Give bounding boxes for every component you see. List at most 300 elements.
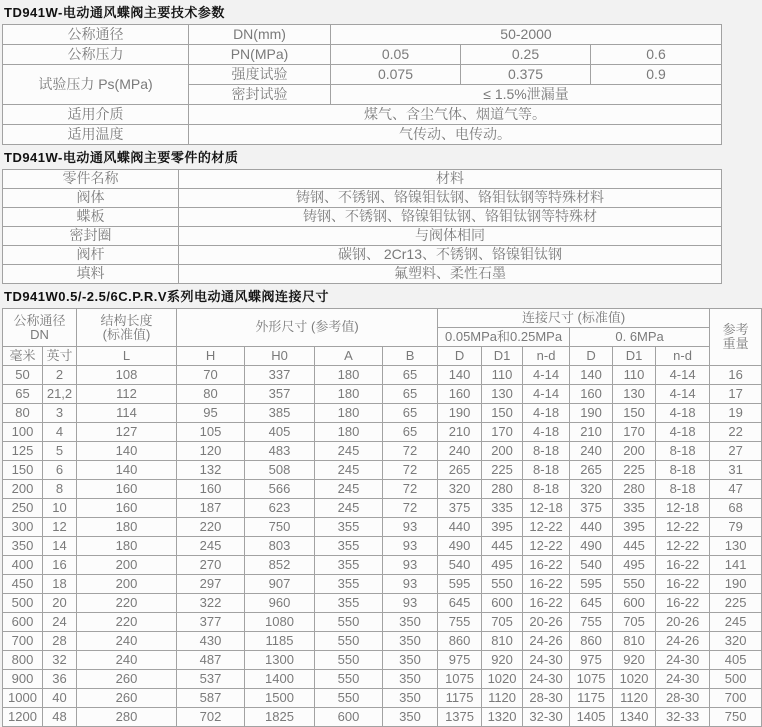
spec-value: 气传动、电传动。: [189, 125, 722, 145]
cell: 187: [177, 499, 245, 518]
cell: 4-14: [523, 385, 570, 404]
spec-sublabel: DN(mm): [189, 25, 331, 45]
cell: 337: [245, 366, 315, 385]
spec-label: 公称压力: [3, 45, 189, 65]
cell: 4-14: [656, 385, 710, 404]
table-row: [3, 575, 762, 594]
header-cell-unit: D: [570, 347, 613, 366]
cell: 79: [710, 518, 762, 537]
cell: 24-26: [523, 632, 570, 651]
cell: 24-26: [656, 632, 710, 651]
cell: 320: [570, 480, 613, 499]
cell: 860: [438, 632, 482, 651]
cell: 800: [3, 651, 43, 670]
cell: 70: [177, 366, 245, 385]
cell: 355: [315, 594, 383, 613]
cell: 阀体: [3, 189, 179, 208]
cell: 440: [438, 518, 482, 537]
cell: 810: [482, 632, 523, 651]
cell: 537: [177, 670, 245, 689]
cell: 405: [710, 651, 762, 670]
cell: 335: [613, 499, 656, 518]
cell: 填料: [3, 265, 179, 284]
cell: 170: [482, 423, 523, 442]
table-row: [3, 265, 722, 284]
table-row: [3, 632, 762, 651]
cell: 1175: [438, 689, 482, 708]
cell: 与阀体相同: [179, 227, 722, 246]
cell: 550: [315, 651, 383, 670]
cell: 220: [177, 518, 245, 537]
cell: 4-18: [656, 423, 710, 442]
cell: 16-22: [656, 575, 710, 594]
cell: 8-18: [523, 442, 570, 461]
cell: 141: [710, 556, 762, 575]
cell: 1825: [245, 708, 315, 727]
cell: 595: [438, 575, 482, 594]
table-row: [3, 537, 762, 556]
cell: 1200: [3, 708, 43, 727]
cell: 14: [43, 537, 77, 556]
cell: 140: [77, 461, 177, 480]
cell: 495: [482, 556, 523, 575]
cell: 960: [245, 594, 315, 613]
cell: 395: [482, 518, 523, 537]
table-row: [3, 25, 722, 45]
cell: 8: [43, 480, 77, 499]
cell: 975: [438, 651, 482, 670]
cell: 500: [3, 594, 43, 613]
cell: 600: [613, 594, 656, 613]
cell: 600: [3, 613, 43, 632]
table-row: [3, 45, 722, 65]
spec-value: 0.375: [461, 65, 591, 85]
cell: 245: [315, 442, 383, 461]
cell: 24-30: [656, 670, 710, 689]
cell: 1000: [3, 689, 43, 708]
cell: 540: [438, 556, 482, 575]
cell: 12-22: [656, 537, 710, 556]
cell: 100: [3, 423, 43, 442]
cell: 1175: [570, 689, 613, 708]
cell: 180: [315, 404, 383, 423]
cell: 355: [315, 575, 383, 594]
table-row: [3, 246, 722, 265]
cell: 220: [77, 594, 177, 613]
spec-value: ≤ 1.5%泄漏量: [331, 85, 722, 105]
cell: 750: [710, 708, 762, 727]
cell: 32: [43, 651, 77, 670]
cell: 65: [383, 366, 438, 385]
header-cell-dn: 公称通径 DN: [3, 309, 77, 347]
cell: 245: [177, 537, 245, 556]
cell: 487: [177, 651, 245, 670]
cell: 120: [177, 442, 245, 461]
cell: 852: [245, 556, 315, 575]
table-row: [3, 442, 762, 461]
cell: 180: [315, 366, 383, 385]
cell: 4: [43, 423, 77, 442]
cell: 200: [77, 575, 177, 594]
header-cell-connection: 连接尺寸 (标准值): [438, 309, 710, 328]
cell: 483: [245, 442, 315, 461]
cell: 80: [3, 404, 43, 423]
cell: 8-18: [523, 480, 570, 499]
cell: 495: [613, 556, 656, 575]
table-row: [3, 708, 762, 727]
cell: 47: [710, 480, 762, 499]
cell: 440: [570, 518, 613, 537]
cell: 1020: [613, 670, 656, 689]
cell: 180: [77, 518, 177, 537]
cell: 1500: [245, 689, 315, 708]
cell: 445: [613, 537, 656, 556]
cell: 铸钢、不锈钢、铬镍钼钛钢、铬钼钛钢等特殊材: [179, 208, 722, 227]
header-cell-unit: n-d: [523, 347, 570, 366]
cell: 93: [383, 556, 438, 575]
header-cell-length: 结构长度 (标准值): [77, 309, 177, 347]
cell: 72: [383, 461, 438, 480]
cell: 1375: [438, 708, 482, 727]
cell: 180: [77, 537, 177, 556]
header-cell: 零件名称: [3, 170, 179, 189]
cell: 130: [482, 385, 523, 404]
cell: 1020: [482, 670, 523, 689]
cell: 1185: [245, 632, 315, 651]
cell: 355: [315, 537, 383, 556]
cell: 240: [77, 632, 177, 651]
cell: 12: [43, 518, 77, 537]
cell: 108: [77, 366, 177, 385]
cell: 110: [613, 366, 656, 385]
cell: 1120: [482, 689, 523, 708]
table-row: [3, 366, 762, 385]
cell: 550: [315, 670, 383, 689]
table-row: [3, 651, 762, 670]
cell: 140: [438, 366, 482, 385]
cell: 130: [710, 537, 762, 556]
cell: 150: [482, 404, 523, 423]
spec-value: 0.9: [591, 65, 722, 85]
cell: 80: [177, 385, 245, 404]
cell: 1320: [482, 708, 523, 727]
cell: 110: [482, 366, 523, 385]
cell: 250: [3, 499, 43, 518]
cell: 65: [383, 385, 438, 404]
section2-title: TD941W-电动通风蝶阀主要零件的材质: [4, 150, 239, 165]
spec-value: 煤气、含尘气体、烟道气等。: [189, 105, 722, 125]
cell: 4-14: [523, 366, 570, 385]
cell: 700: [3, 632, 43, 651]
section3-title: TD941W0.5/-2.5/6C.P.R.V系列电动通风蝶阀连接尺寸: [4, 289, 329, 304]
table-row: [3, 208, 722, 227]
table-row: [3, 227, 722, 246]
spec-value: 0.25: [461, 45, 591, 65]
table-row: [3, 105, 722, 125]
header-cell-unit: L: [77, 347, 177, 366]
cell: 18: [43, 575, 77, 594]
cell: 93: [383, 518, 438, 537]
cell: 31: [710, 461, 762, 480]
header-cell-unit: D1: [482, 347, 523, 366]
cell: 508: [245, 461, 315, 480]
cell: 705: [482, 613, 523, 632]
cell: 210: [438, 423, 482, 442]
cell: 245: [315, 499, 383, 518]
cell: 140: [77, 442, 177, 461]
materials-table: [2, 169, 722, 284]
cell: 12-18: [656, 499, 710, 518]
table-row: [3, 404, 762, 423]
cell: 22: [710, 423, 762, 442]
cell: 16-22: [523, 556, 570, 575]
table-row: [3, 65, 722, 85]
cell: 12-22: [523, 537, 570, 556]
spec-sublabel: PN(MPa): [189, 45, 331, 65]
cell: 320: [710, 632, 762, 651]
cell: 357: [245, 385, 315, 404]
cell: 16-22: [656, 594, 710, 613]
cell: 114: [77, 404, 177, 423]
cell: 645: [570, 594, 613, 613]
table-row: [3, 613, 762, 632]
cell: 600: [482, 594, 523, 613]
cell: 93: [383, 537, 438, 556]
cell: 350: [383, 651, 438, 670]
cell: 705: [613, 613, 656, 632]
table-row: [3, 518, 762, 537]
cell: 32-33: [656, 708, 710, 727]
cell: 395: [613, 518, 656, 537]
header-cell-pressure-high: 0. 6MPa: [570, 328, 710, 347]
cell: 16-22: [523, 575, 570, 594]
cell: 5: [43, 442, 77, 461]
cell: 280: [482, 480, 523, 499]
cell: 21,2: [43, 385, 77, 404]
header-cell-unit: D1: [613, 347, 656, 366]
cell: 300: [3, 518, 43, 537]
cell: 180: [315, 423, 383, 442]
cell: 245: [710, 613, 762, 632]
dimensions-table: [2, 308, 762, 727]
cell: 200: [3, 480, 43, 499]
table-row: [3, 670, 762, 689]
table-header-row: [3, 170, 722, 189]
cell: 540: [570, 556, 613, 575]
cell: 445: [482, 537, 523, 556]
spec-table: [2, 24, 722, 145]
spec-value: 0.075: [331, 65, 461, 85]
cell: 702: [177, 708, 245, 727]
cell: 355: [315, 556, 383, 575]
cell: 225: [710, 594, 762, 613]
cell: 氟塑料、柔性石墨: [179, 265, 722, 284]
header-cell-unit: H: [177, 347, 245, 366]
cell: 450: [3, 575, 43, 594]
cell: 225: [482, 461, 523, 480]
table-row: [3, 423, 762, 442]
cell: 碳钢、 2Cr13、不锈钢、铬镍钼钛钢: [179, 246, 722, 265]
cell: 65: [383, 423, 438, 442]
cell: 10: [43, 499, 77, 518]
cell: 12-18: [523, 499, 570, 518]
cell: 550: [613, 575, 656, 594]
cell: 245: [315, 461, 383, 480]
cell: 4-14: [656, 366, 710, 385]
table-row: [3, 480, 762, 499]
header-cell-dims: 外形尺寸 (参考值): [177, 309, 438, 347]
spec-sublabel: 强度试验: [189, 65, 331, 85]
cell: 72: [383, 499, 438, 518]
cell: 350: [383, 670, 438, 689]
cell: 4-18: [523, 423, 570, 442]
cell: 1080: [245, 613, 315, 632]
cell: 755: [438, 613, 482, 632]
cell: 95: [177, 404, 245, 423]
cell: 4-18: [523, 404, 570, 423]
cell: 127: [77, 423, 177, 442]
cell: 375: [438, 499, 482, 518]
cell: 20: [43, 594, 77, 613]
cell: 500: [710, 670, 762, 689]
cell: 20-26: [656, 613, 710, 632]
cell: 72: [383, 480, 438, 499]
cell: 210: [570, 423, 613, 442]
cell: 16-22: [656, 556, 710, 575]
cell: 320: [438, 480, 482, 499]
cell: 68: [710, 499, 762, 518]
cell: 150: [613, 404, 656, 423]
cell: 24-30: [523, 670, 570, 689]
table-row: [3, 689, 762, 708]
cell: 20-26: [523, 613, 570, 632]
spec-label: 适用温度: [3, 125, 189, 145]
cell: 245: [315, 480, 383, 499]
cell: 220: [77, 613, 177, 632]
cell: 350: [383, 613, 438, 632]
cell: 803: [245, 537, 315, 556]
header-cell-unit: H0: [245, 347, 315, 366]
cell: 93: [383, 594, 438, 613]
header-cell-pressure-low: 0.05MPa和0.25MPa: [438, 328, 570, 347]
cell: 600: [315, 708, 383, 727]
cell: 65: [383, 404, 438, 423]
cell: 48: [43, 708, 77, 727]
cell: 36: [43, 670, 77, 689]
cell: 19: [710, 404, 762, 423]
cell: 105: [177, 423, 245, 442]
cell: 200: [482, 442, 523, 461]
cell: 550: [482, 575, 523, 594]
cell: 280: [77, 708, 177, 727]
cell: 1075: [570, 670, 613, 689]
cell: 240: [438, 442, 482, 461]
cell: 550: [315, 632, 383, 651]
cell: 3: [43, 404, 77, 423]
cell: 430: [177, 632, 245, 651]
cell: 32-30: [523, 708, 570, 727]
spec-value: 0.05: [331, 45, 461, 65]
cell: 132: [177, 461, 245, 480]
table-row: [3, 189, 722, 208]
cell: 160: [77, 499, 177, 518]
cell: 190: [570, 404, 613, 423]
cell: 28-30: [656, 689, 710, 708]
cell: 160: [570, 385, 613, 404]
cell: 490: [570, 537, 613, 556]
table-row: [3, 594, 762, 613]
cell: 385: [245, 404, 315, 423]
cell: 28-30: [523, 689, 570, 708]
cell: 260: [77, 670, 177, 689]
table-header-row: [3, 309, 762, 328]
spec-sublabel: 密封试验: [189, 85, 331, 105]
cell: 225: [613, 461, 656, 480]
cell: 587: [177, 689, 245, 708]
cell: 335: [482, 499, 523, 518]
spec-label: 公称通径: [3, 25, 189, 45]
cell: 密封圈: [3, 227, 179, 246]
spec-label: 适用介质: [3, 105, 189, 125]
cell: 566: [245, 480, 315, 499]
section1-title: TD941W-电动通风蝶阀主要技术参数: [4, 5, 225, 20]
cell: 755: [570, 613, 613, 632]
cell: 2: [43, 366, 77, 385]
cell: 24-30: [656, 651, 710, 670]
cell: 265: [438, 461, 482, 480]
cell: 8-18: [656, 442, 710, 461]
cell: 322: [177, 594, 245, 613]
cell: 405: [245, 423, 315, 442]
cell: 1075: [438, 670, 482, 689]
cell: 350: [3, 537, 43, 556]
cell: 200: [77, 556, 177, 575]
cell: 130: [613, 385, 656, 404]
cell: 17: [710, 385, 762, 404]
cell: 4-18: [656, 404, 710, 423]
cell: 900: [3, 670, 43, 689]
cell: 377: [177, 613, 245, 632]
cell: 297: [177, 575, 245, 594]
cell: 160: [177, 480, 245, 499]
cell: 16: [43, 556, 77, 575]
spec-value: 0.6: [591, 45, 722, 65]
header-cell-unit: B: [383, 347, 438, 366]
cell: 260: [77, 689, 177, 708]
cell: 93: [383, 575, 438, 594]
cell: 975: [570, 651, 613, 670]
cell: 1120: [613, 689, 656, 708]
cell: 920: [482, 651, 523, 670]
cell: 125: [3, 442, 43, 461]
header-cell-unit: D: [438, 347, 482, 366]
header-cell-unit: 英寸: [43, 347, 77, 366]
cell: 1300: [245, 651, 315, 670]
cell: 170: [613, 423, 656, 442]
cell: 270: [177, 556, 245, 575]
cell: 350: [383, 708, 438, 727]
spec-value: 50-2000: [331, 25, 722, 45]
cell: 700: [710, 689, 762, 708]
cell: 24: [43, 613, 77, 632]
header-cell-weight: 参考 重量: [710, 309, 762, 366]
cell: 180: [315, 385, 383, 404]
cell: 645: [438, 594, 482, 613]
cell: 350: [383, 689, 438, 708]
cell: 907: [245, 575, 315, 594]
cell: 12-22: [523, 518, 570, 537]
cell: 140: [570, 366, 613, 385]
